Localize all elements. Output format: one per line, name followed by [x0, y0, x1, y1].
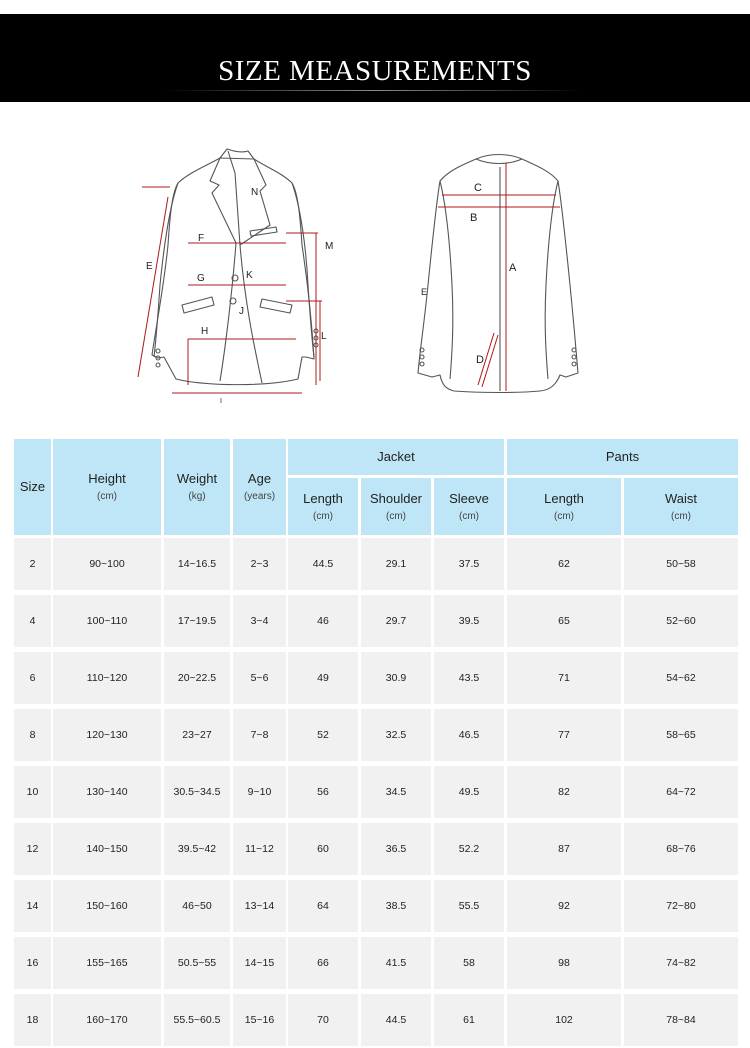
table-cell-age: 11~12	[233, 823, 286, 875]
column-header-label: Height	[88, 471, 126, 486]
label-c: C	[474, 182, 482, 194]
label-l: L	[321, 331, 327, 342]
label-m: M	[325, 241, 334, 252]
table-cell-jacket-length: 66	[288, 937, 358, 989]
column-header-sleeve	[434, 478, 504, 535]
table-cell-age: 13~14	[233, 880, 286, 932]
table-cell-pants-length: 82	[507, 766, 621, 818]
page-title: SIZE MEASUREMENTS	[218, 55, 532, 87]
table-cell-weight: 17~19.5	[164, 595, 230, 647]
column-header-unit: (cm)	[671, 510, 691, 522]
table-cell-height: 100~110	[53, 595, 161, 647]
title-underline	[165, 90, 585, 91]
column-header-unit: (cm)	[97, 491, 117, 502]
table-cell-jacket-length: 49	[288, 652, 358, 704]
group-header-pants	[507, 439, 738, 475]
table-cell-waist: 52~60	[624, 595, 738, 647]
table-cell-waist: 50~58	[624, 538, 738, 590]
column-header-unit: (cm)	[386, 510, 406, 522]
group-header-label: Pants	[605, 449, 640, 464]
table-cell-weight: 20~22.5	[164, 652, 230, 704]
column-header-unit: (years)	[243, 491, 276, 502]
column-header-shoulder	[361, 478, 431, 535]
table-cell-shoulder: 29.7	[361, 595, 431, 647]
table-cell-height: 110~120	[53, 652, 161, 704]
column-header-label: Age	[247, 471, 272, 486]
column-header-weight	[164, 439, 230, 535]
label-h: H	[201, 326, 209, 337]
table-cell-shoulder: 32.5	[361, 709, 431, 761]
table-cell-shoulder: 30.9	[361, 652, 431, 704]
jacket-back-illustration	[418, 155, 578, 393]
column-header-label: Shoulder	[369, 490, 423, 506]
label-j: J	[239, 306, 244, 317]
table-cell-pants-length: 71	[507, 652, 621, 704]
front-labels	[146, 187, 333, 405]
title-banner	[0, 14, 750, 102]
table-cell-weight: 30.5~34.5	[164, 766, 230, 818]
table-cell-weight: 55.5~60.5	[164, 994, 230, 1046]
column-header-pants-length	[507, 478, 621, 535]
table-cell-sleeve: 58	[434, 937, 504, 989]
table-cell-height: 140~150	[53, 823, 161, 875]
group-header-jacket	[288, 439, 504, 475]
table-cell-size: 10	[14, 766, 51, 818]
label-a: A	[509, 262, 517, 274]
table-cell-age: 15~16	[233, 994, 286, 1046]
label-k: K	[246, 270, 253, 281]
table-cell-jacket-length: 52	[288, 709, 358, 761]
column-header-label: Length	[303, 490, 343, 506]
jacket-front-illustration	[152, 149, 318, 385]
table-cell-weight: 50.5~55	[164, 937, 230, 989]
table-cell-waist: 64~72	[624, 766, 738, 818]
table-cell-pants-length: 77	[507, 709, 621, 761]
table-cell-size: 14	[14, 880, 51, 932]
back-labels	[421, 182, 517, 366]
column-header-waist	[624, 478, 738, 535]
column-header-unit: (cm)	[554, 510, 574, 522]
table-cell-sleeve: 37.5	[434, 538, 504, 590]
table-cell-size: 2	[14, 538, 51, 590]
label-e-back: E	[421, 287, 428, 297]
table-cell-size: 8	[14, 709, 51, 761]
table-cell-waist: 78~84	[624, 994, 738, 1046]
table-cell-size: 4	[14, 595, 51, 647]
table-cell-shoulder: 34.5	[361, 766, 431, 818]
table-cell-jacket-length: 44.5	[288, 538, 358, 590]
table-cell-shoulder: 41.5	[361, 937, 431, 989]
table-cell-age: 9~10	[233, 766, 286, 818]
column-header-unit: (cm)	[313, 510, 333, 522]
table-cell-size: 18	[14, 994, 51, 1046]
column-header-jacket-length	[288, 478, 358, 535]
column-header-size	[14, 439, 51, 535]
table-cell-sleeve: 61	[434, 994, 504, 1046]
table-cell-shoulder: 44.5	[361, 994, 431, 1046]
label-n: N	[251, 187, 259, 198]
table-cell-weight: 39.5~42	[164, 823, 230, 875]
column-header-label: Waist	[664, 490, 698, 506]
table-cell-waist: 54~62	[624, 652, 738, 704]
column-header-label: Sleeve	[449, 490, 489, 506]
table-cell-age: 14~15	[233, 937, 286, 989]
column-header-label: Size	[19, 479, 46, 494]
table-cell-waist: 58~65	[624, 709, 738, 761]
table-cell-sleeve: 49.5	[434, 766, 504, 818]
label-i: I	[220, 398, 222, 405]
table-cell-sleeve: 55.5	[434, 880, 504, 932]
table-cell-jacket-length: 70	[288, 994, 358, 1046]
label-d: D	[476, 354, 484, 366]
label-f: F	[198, 233, 205, 244]
table-cell-weight: 23~27	[164, 709, 230, 761]
table-cell-sleeve: 46.5	[434, 709, 504, 761]
column-header-age	[233, 439, 286, 535]
table-cell-height: 155~165	[53, 937, 161, 989]
table-cell-height: 120~130	[53, 709, 161, 761]
column-header-unit: (cm)	[459, 510, 479, 522]
table-cell-pants-length: 92	[507, 880, 621, 932]
table-cell-jacket-length: 46	[288, 595, 358, 647]
table-cell-shoulder: 36.5	[361, 823, 431, 875]
column-header-height	[53, 439, 161, 535]
table-cell-pants-length: 98	[507, 937, 621, 989]
table-cell-age: 7~8	[233, 709, 286, 761]
label-e-front: E	[146, 261, 153, 272]
column-header-label: Weight	[176, 471, 218, 486]
table-cell-jacket-length: 60	[288, 823, 358, 875]
table-cell-jacket-length: 56	[288, 766, 358, 818]
column-header-unit: (kg)	[188, 491, 206, 502]
label-g: G	[197, 273, 205, 284]
column-header-label: Length	[544, 490, 584, 506]
table-cell-height: 90~100	[53, 538, 161, 590]
table-cell-age: 5~6	[233, 652, 286, 704]
table-cell-height: 150~160	[53, 880, 161, 932]
jacket-measurement-diagram	[120, 145, 590, 410]
table-cell-size: 16	[14, 937, 51, 989]
table-cell-pants-length: 65	[507, 595, 621, 647]
table-cell-age: 3~4	[233, 595, 286, 647]
table-cell-sleeve: 39.5	[434, 595, 504, 647]
table-cell-waist: 72~80	[624, 880, 738, 932]
table-cell-waist: 74~82	[624, 937, 738, 989]
table-cell-pants-length: 62	[507, 538, 621, 590]
label-b: B	[470, 212, 478, 224]
back-measurement-lines	[438, 163, 560, 391]
table-cell-sleeve: 43.5	[434, 652, 504, 704]
table-cell-pants-length: 102	[507, 994, 621, 1046]
table-cell-weight: 46~50	[164, 880, 230, 932]
table-cell-shoulder: 29.1	[361, 538, 431, 590]
table-cell-height: 130~140	[53, 766, 161, 818]
table-cell-waist: 68~76	[624, 823, 738, 875]
front-measurement-lines	[138, 187, 322, 393]
table-cell-pants-length: 87	[507, 823, 621, 875]
table-cell-shoulder: 38.5	[361, 880, 431, 932]
table-cell-weight: 14~16.5	[164, 538, 230, 590]
table-cell-sleeve: 52.2	[434, 823, 504, 875]
table-cell-height: 160~170	[53, 994, 161, 1046]
table-cell-age: 2~3	[233, 538, 286, 590]
table-cell-jacket-length: 64	[288, 880, 358, 932]
table-cell-size: 12	[14, 823, 51, 875]
table-cell-size: 6	[14, 652, 51, 704]
group-header-label: Jacket	[377, 449, 415, 464]
